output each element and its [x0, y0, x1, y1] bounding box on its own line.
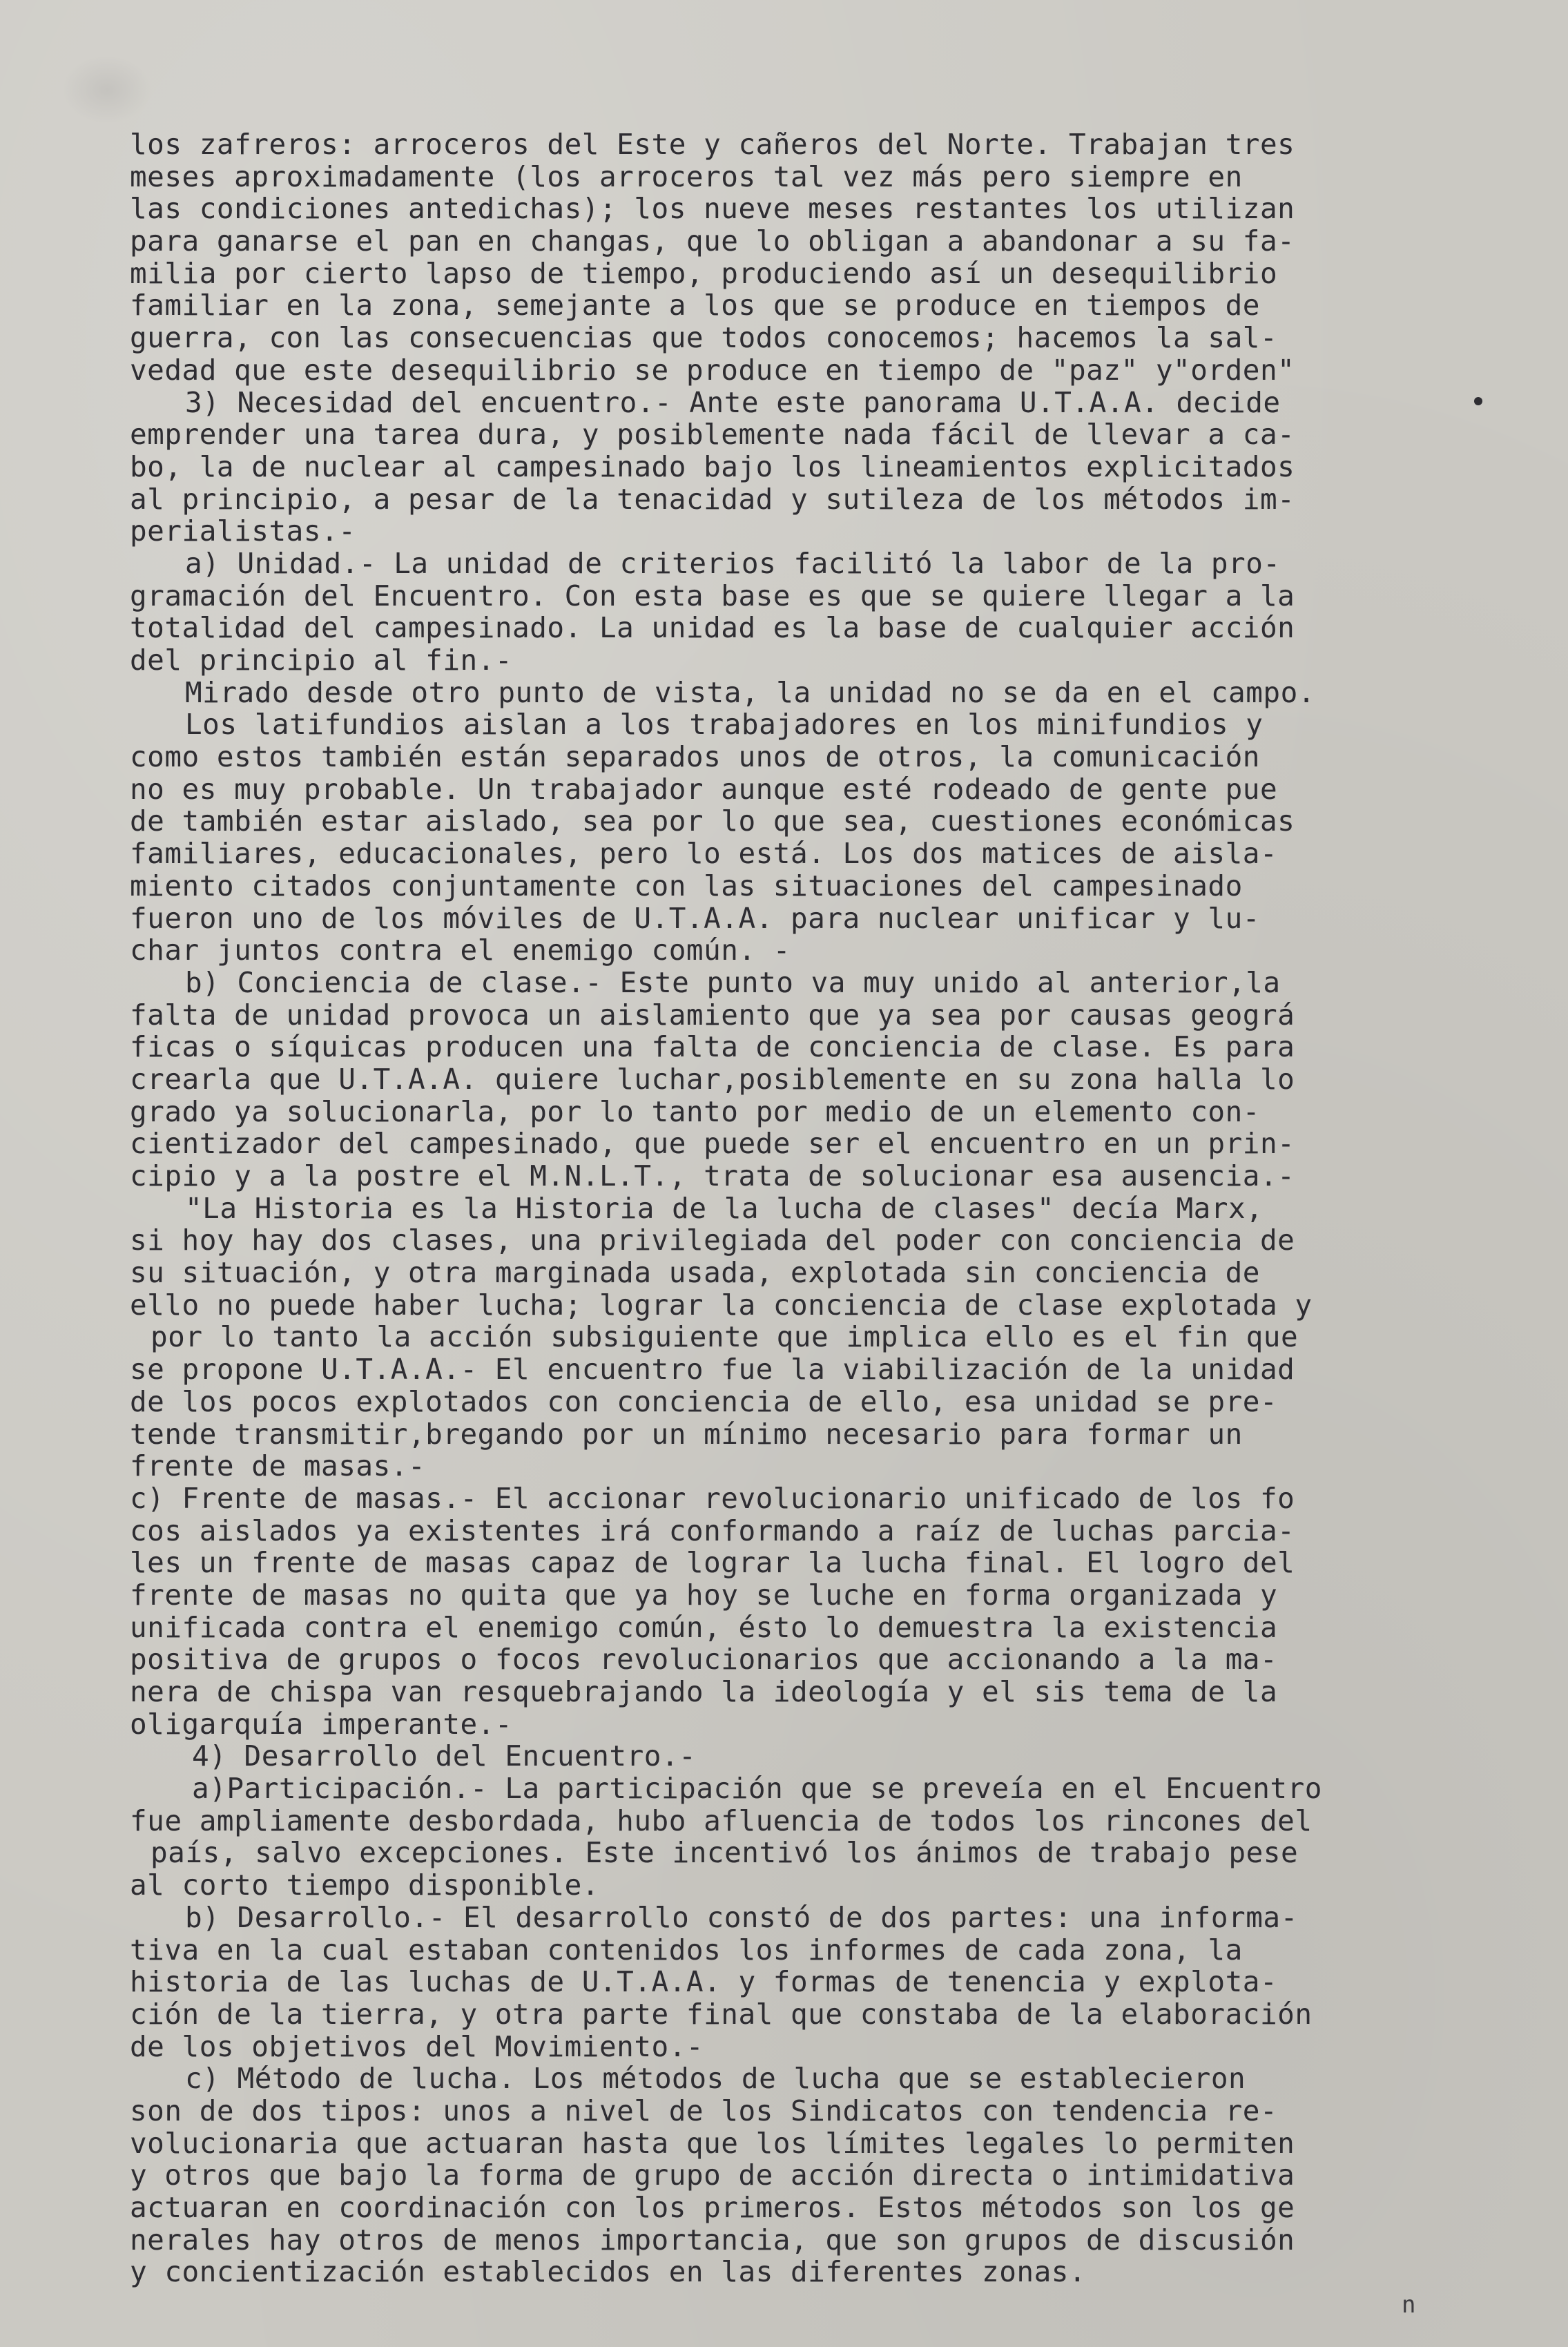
text-line: char juntos contra el enemigo común. -	[130, 934, 791, 967]
text-line: los zafreros: arroceros del Este y cañeros del Norte. Trabajan tres	[130, 128, 1295, 161]
text-line: si hoy hay dos clases, una privilegiada del poder con conciencia de	[130, 1224, 1295, 1257]
text-line: de también estar aislado, sea por lo que sea, cuestiones económicas	[130, 804, 1295, 838]
text-line: al corto tiempo disponible.	[130, 1868, 599, 1902]
quote-line: "La Historia es la Historia de la lucha de clases" decía Marx,	[185, 1191, 1264, 1225]
text-line: las condiciones antedichas); los nueve meses restantes los utilizan	[130, 192, 1295, 226]
subsection-participacion: a)Participación.- La participación que se preveía en el Encuentro	[192, 1772, 1322, 1806]
text-line: son de dos tipos: unos a nivel de los Sindicatos con tendencia re-	[130, 2094, 1278, 2127]
text-line: tiva en la cual estaban contenidos los informes de cada zona, la	[130, 1933, 1243, 1967]
section-heading-desarrollo: 4) Desarrollo del Encuentro.-	[192, 1739, 697, 1773]
text-line: y concientización establecidos en las diferentes zonas.	[130, 2255, 1087, 2289]
paper-smudge	[62, 55, 152, 124]
text-line: frente de masas no quita que ya hoy se luche en forma organizada y	[130, 1578, 1278, 1612]
text-line: Mirado desde otro punto de vista, la unidad no se da en el campo.	[185, 675, 1315, 709]
text-line: nerales hay otros de menos importancia, que son grupos de discusión	[130, 2223, 1295, 2257]
text-line: se propone U.T.A.A.- El encuentro fue la viabilización de la unidad	[130, 1353, 1295, 1387]
page-mark: n	[1402, 2291, 1416, 2319]
text-line: por lo tanto la acción subsiguiente que implica ello es el fin que	[151, 1320, 1299, 1354]
text-line: milia por cierto lapso de tiempo, produciendo así un desequilibrio	[130, 256, 1278, 290]
text-line: falta de unidad provoca un aislamiento que ya sea por causas geográ	[130, 998, 1295, 1032]
text-line: bo, la de nuclear al campesinado bajo los lineamientos explicitados	[130, 450, 1295, 483]
text-line: crearla que U.T.A.A. quiere luchar,posiblemente en su zona halla lo	[130, 1062, 1295, 1096]
text-line: emprender una tarea dura, y posiblemente nada fácil de llevar a ca-	[130, 418, 1295, 452]
text-line: vedad que este desequilibrio se produce en tiempo de "paz" y"orden"	[130, 353, 1295, 387]
text-line: volucionaria que actuaran hasta que los límites legales lo permiten	[130, 2126, 1295, 2160]
subsection-conciencia-de-clase: b) Conciencia de clase.- Este punto va muy unido al anterior,la	[185, 965, 1281, 999]
text-line: de los pocos explotados con conciencia de ello, esa unidad se pre-	[130, 1384, 1278, 1418]
text-line: y otros que bajo la forma de grupo de acción directa o intimidativa	[130, 2158, 1295, 2192]
text-line: meses aproximadamente (los arroceros tal vez más pero siempre en	[130, 160, 1243, 193]
text-line: al principio, a pesar de la tenacidad y sutileza de los métodos im-	[130, 482, 1295, 516]
text-line: perialistas.-	[130, 514, 356, 548]
section-heading-necesidad: 3) Necesidad del encuentro.- Ante este panorama U.T.A.A. decide	[185, 385, 1281, 419]
text-line: cos aislados ya existentes irá conformando a raíz de luchas parcia-	[130, 1514, 1295, 1547]
text-line: tende transmitir,bregando por un mínimo necesario para formar un	[130, 1417, 1243, 1451]
text-line: actuaran en coordinación con los primeros. Estos métodos son los ge	[130, 2191, 1295, 2224]
text-line: su situación, y otra marginada usada, explotada sin conciencia de	[130, 1256, 1260, 1290]
subsection-desarrollo: b) Desarrollo.- El desarrollo constó de dos partes: una informa-	[185, 1900, 1298, 1934]
text-line: ello no puede haber lucha; lograr la conciencia de clase explotada y	[130, 1288, 1313, 1322]
text-line: fue ampliamente desbordada, hubo afluencia de todos los rincones del	[130, 1804, 1313, 1837]
typewritten-text	[130, 128, 1483, 2288]
text-line: nera de chispa van resquebrajando la ideología y el sis tema de la	[130, 1675, 1278, 1708]
text-line: familiares, educacionales, pero lo está. Los dos matices de aisla-	[130, 837, 1278, 871]
text-line: ficas o síquicas producen una falta de conciencia de clase. Es para	[130, 1030, 1295, 1064]
text-line: positiva de grupos o focos revolucionarios que accionando a la ma-	[130, 1643, 1278, 1677]
text-line: como estos también están separados unos de otros, la comunicación	[130, 740, 1260, 774]
text-line: Los latifundios aislan a los trabajadores en los minifundios y	[185, 708, 1264, 742]
margin-dot	[1474, 397, 1482, 405]
text-line: para ganarse el pan en changas, que lo obligan a abandonar a su fa-	[130, 224, 1295, 258]
subsection-frente-de-masas: c) Frente de masas.- El accionar revolucionario unificado de los fo	[130, 1481, 1295, 1515]
text-line: totalidad del campesinado. La unidad es la base de cualquier acción	[130, 611, 1295, 645]
text-line: familiar en la zona, semejante a los que se produce en tiempos de	[130, 289, 1260, 322]
text-line: miento citados conjuntamente con las situaciones del campesinado	[130, 869, 1243, 902]
text-line: oligarquía imperante.-	[130, 1707, 513, 1741]
text-line: no es muy probable. Un trabajador aunque esté rodeado de gente pue	[130, 772, 1278, 806]
text-line: guerra, con las consecuencias que todos conocemos; hacemos la sal-	[130, 321, 1278, 355]
text-line: unificada contra el enemigo común, ésto lo demuestra la existencia	[130, 1610, 1278, 1644]
text-line: del principio al fin.-	[130, 644, 513, 677]
subsection-unidad: a) Unidad.- La unidad de criterios facilitó la labor de la pro-	[185, 546, 1281, 580]
text-line: historia de las luchas de U.T.A.A. y formas de tenencia y explota-	[130, 1965, 1278, 1999]
subsection-metodo-de-lucha: c) Método de lucha. Los métodos de lucha que se establecieron	[185, 2062, 1246, 2096]
text-line: gramación del Encuentro. Con esta base es que se quiere llegar a la	[130, 579, 1295, 612]
text-line: fueron uno de los móviles de U.T.A.A. para nuclear unificar y lu-	[130, 901, 1260, 935]
text-line: les un frente de masas capaz de lograr la lucha final. El logro del	[130, 1546, 1295, 1580]
text-line: ción de la tierra, y otra parte final que constaba de la elaboración	[130, 1997, 1313, 2031]
text-line: grado ya solucionarla, por lo tanto por medio de un elemento con-	[130, 1094, 1260, 1128]
text-line: cientizador del campesinado, que puede ser el encuentro en un prin-	[130, 1127, 1295, 1161]
text-line: cipio y a la postre el M.N.L.T., trata de solucionar esa ausencia.-	[130, 1159, 1295, 1192]
text-line: de los objetivos del Movimiento.-	[130, 2029, 704, 2063]
text-line: frente de masas.-	[130, 1449, 426, 1483]
text-line: país, salvo excepciones. Este incentivó los ánimos de trabajo pese	[151, 1836, 1299, 1870]
